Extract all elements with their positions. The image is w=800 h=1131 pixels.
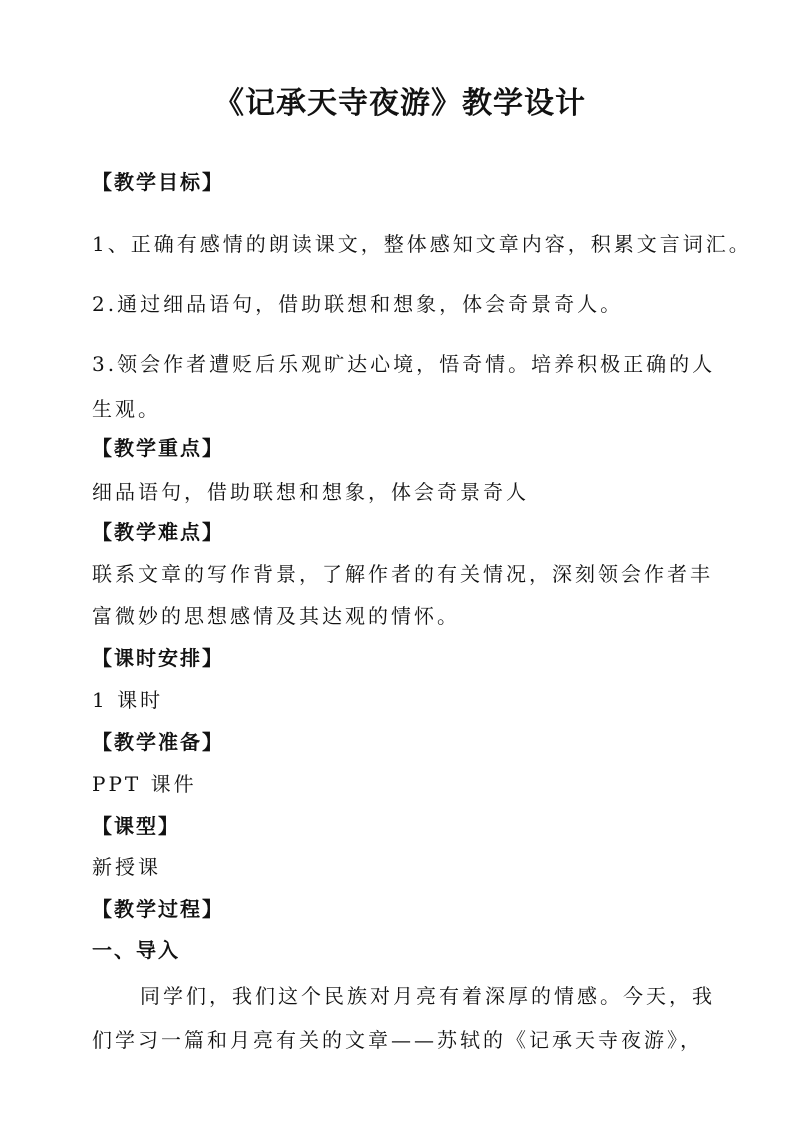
key-points-text: 细品语句，借助联想和想象，体会奇景奇人	[92, 480, 529, 504]
schedule-text: 1 课时	[92, 688, 164, 712]
difficulties-line-2: 富微妙的思想感情及其达观的情怀。	[92, 604, 460, 628]
section-1-heading: 一、导入	[92, 938, 180, 962]
preparation-text: PPT 课件	[92, 772, 197, 796]
schedule-heading: 【课时安排】	[92, 646, 224, 670]
objective-2: 2.通过细品语句，借助联想和想象，体会奇景奇人。	[92, 292, 624, 316]
key-points-heading: 【教学重点】	[92, 436, 224, 460]
intro-line-1: 同学们，我们这个民族对月亮有着深厚的情感。今天，我	[140, 984, 715, 1008]
intro-line-2: 们学习一篇和月亮有关的文章——苏轼的《记承天寺夜游》，	[92, 1028, 703, 1052]
lesson-type-text: 新授课	[92, 855, 161, 879]
objective-3-line-1: 3.领会作者遭贬后乐观旷达心境，悟奇情。培养积极正确的人	[92, 352, 716, 376]
lesson-type-heading: 【课型】	[92, 814, 180, 838]
difficulties-line-1: 联系文章的写作背景，了解作者的有关情况，深刻领会作者丰	[92, 562, 713, 586]
document-title: 《记承天寺夜游》教学设计	[214, 86, 586, 121]
process-heading: 【教学过程】	[92, 897, 224, 921]
preparation-heading: 【教学准备】	[92, 730, 224, 754]
objective-1: 1、正确有感情的朗读课文，整体感知文章内容，积累文言词汇。	[92, 232, 752, 256]
objective-3-line-2: 生观。	[92, 397, 161, 421]
difficulties-heading: 【教学难点】	[92, 520, 224, 544]
objectives-heading: 【教学目标】	[92, 170, 224, 194]
